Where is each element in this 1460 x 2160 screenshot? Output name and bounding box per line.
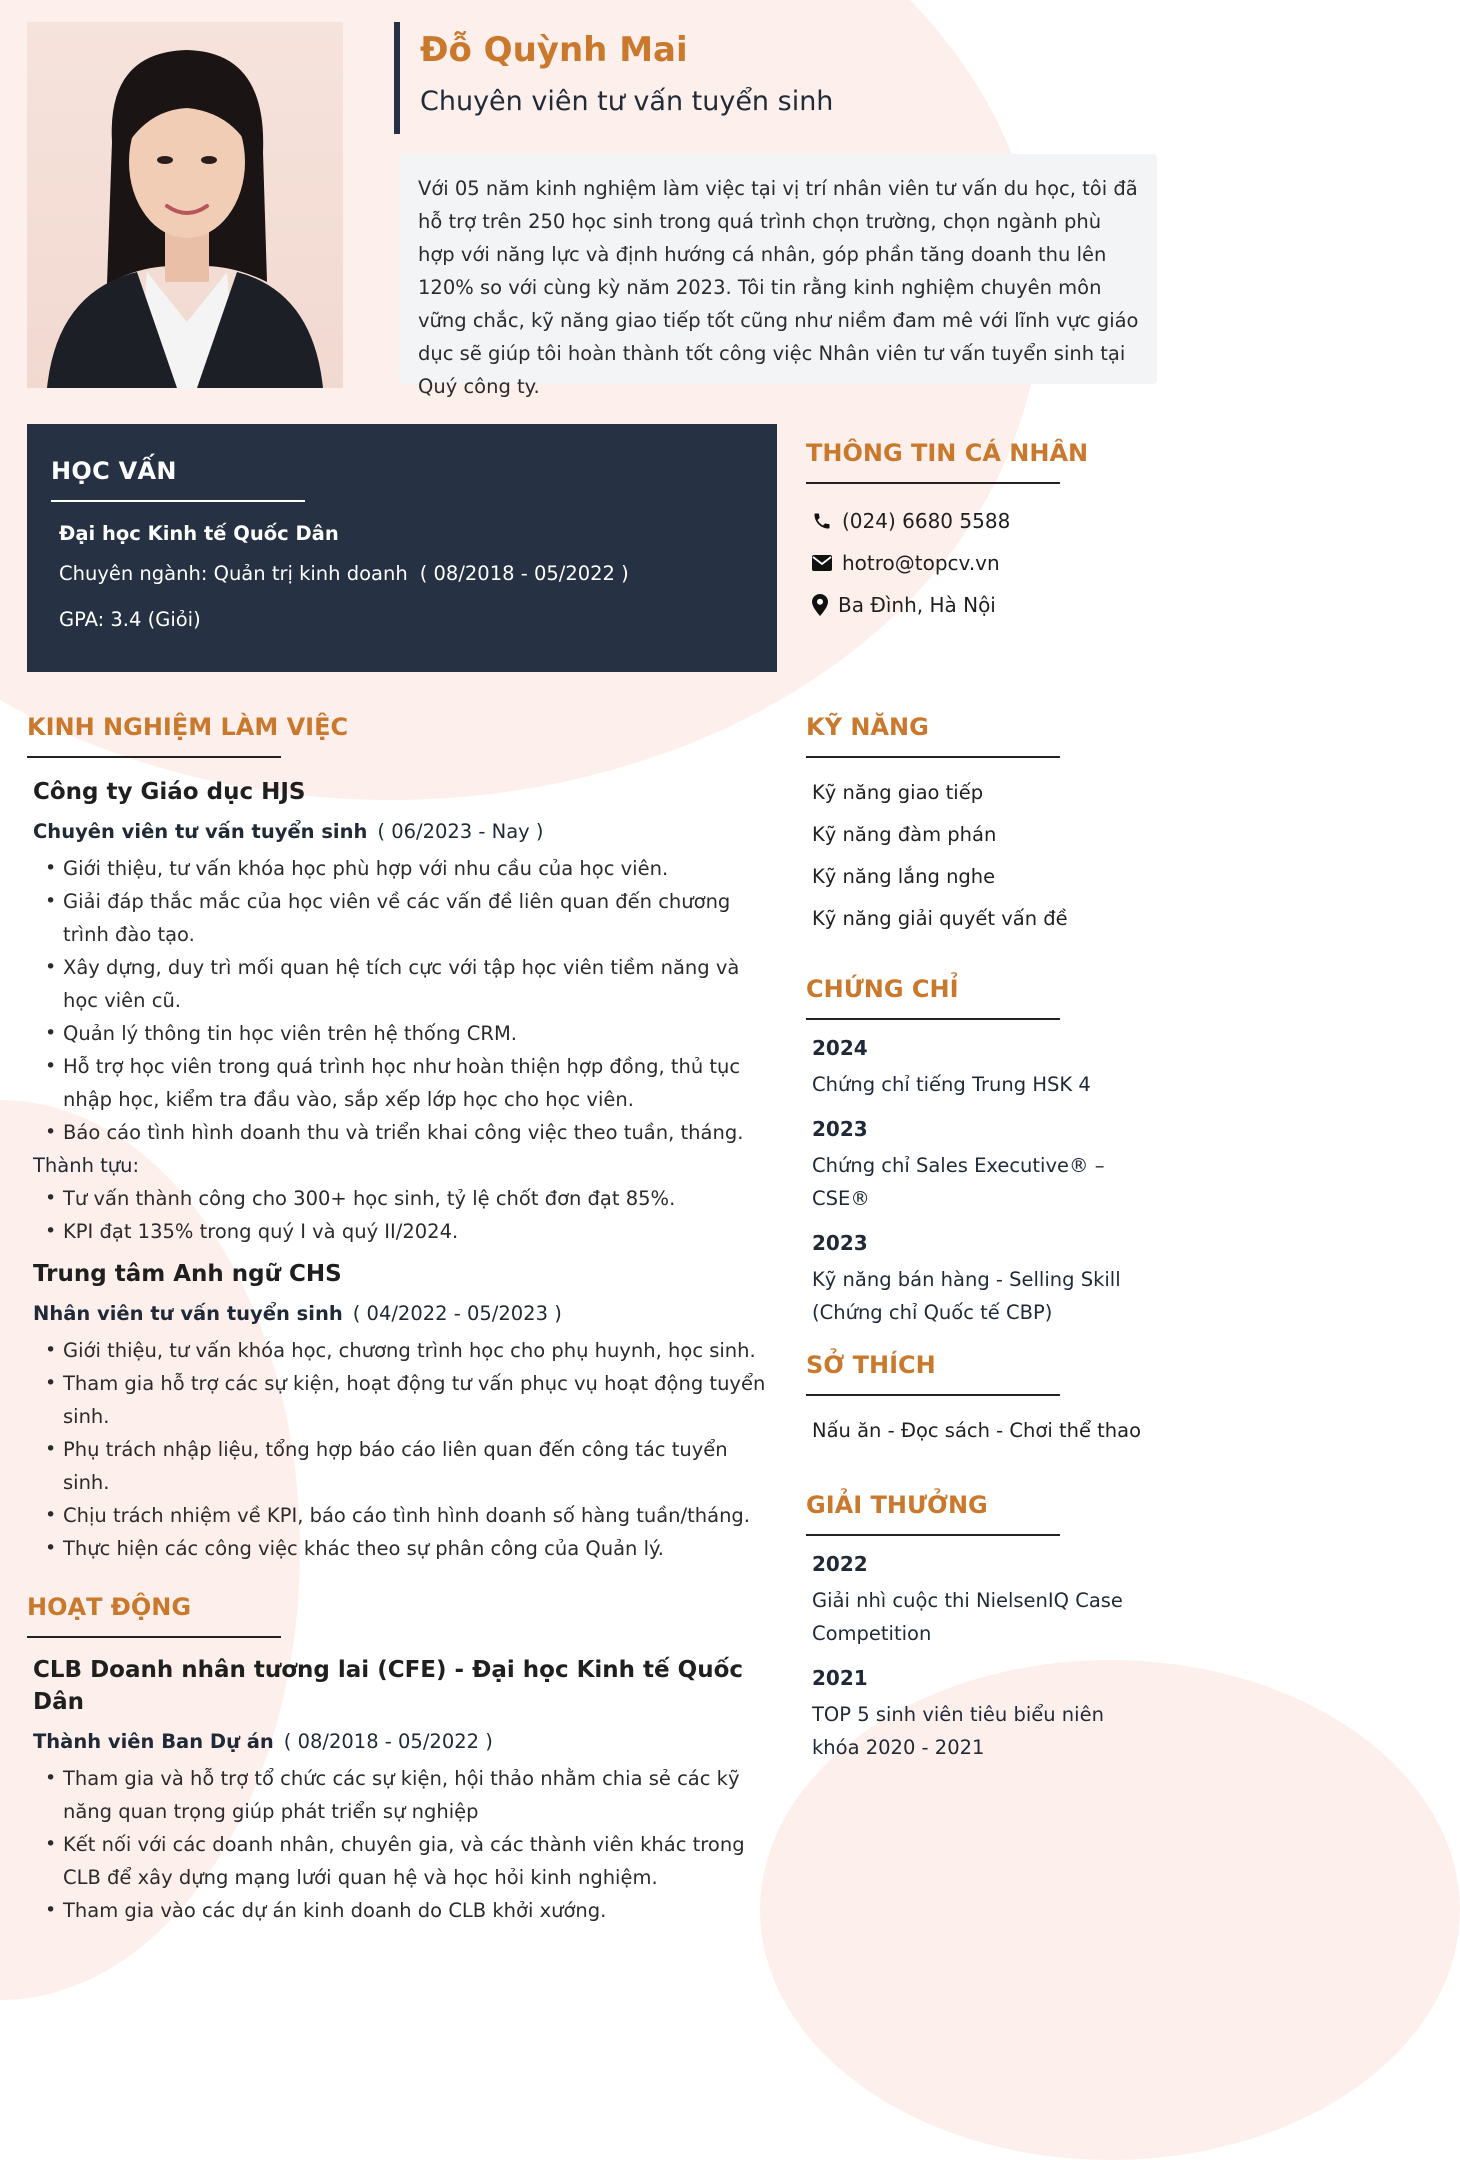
- summary-box: Với 05 năm kinh nghiệm làm việc tại vị trí nhân viên tư vấn du học, tôi đã hỗ trợ trên 250 học sinh trong quá trình chọn trường, chọn ngành phù hợp với năng lực và định hướng cá nhân, góp phần tăng doanh thu lên 120% so với cùng kỳ năm 2023. Tôi tin rằng kinh nghiệm chuyên môn vững chắc, kỹ năng giao tiếp tốt cũng như niềm đam mê với lĩnh vực giáo dục sẽ giúp tôi hoàn thành tốt công việc Nhân viên tư vấn tuyển sinh tại Quý công ty.: [399, 154, 1157, 384]
- job-dates: ( 04/2022 - 05/2023 ): [352, 1302, 562, 1325]
- education-divider: [51, 500, 305, 502]
- list-item: • Tham gia hỗ trợ các sự kiện, hoạt động tư vấn phục vụ hoạt động tuyển sinh.: [27, 1367, 777, 1433]
- candidate-name: Đỗ Quỳnh Mai: [420, 30, 688, 70]
- list-item: • Kết nối với các doanh nhân, chuyên gia, và các thành viên khác trong CLB để xây dựng mạng lưới quan hệ và học hỏi kinh nghiệm.: [27, 1828, 777, 1894]
- education-school: Đại học Kinh tế Quốc Dân: [59, 522, 339, 545]
- personal-info-divider: [806, 482, 1060, 484]
- activities-section: [27, 1590, 777, 1927]
- list-item: • Giới thiệu, tư vấn khóa học phù hợp với nhu cầu của học viên.: [27, 852, 777, 885]
- job-role-line: [27, 818, 777, 846]
- job-company: Trung tâm Anh ngữ CHS: [33, 1261, 342, 1287]
- education-dates: ( 08/2018 - 05/2022 ): [419, 562, 629, 585]
- list-item: • Giới thiệu, tư vấn khóa học, chương trình học cho phụ huynh, học sinh.: [27, 1334, 777, 1367]
- activity-list: [27, 1762, 777, 1927]
- list-item: • Báo cáo tình hình doanh thu và triển khai công việc theo tuần, tháng.: [27, 1116, 777, 1149]
- awards-divider: [806, 1534, 1060, 1536]
- name-block: [394, 22, 833, 134]
- job-dates: ( 06/2023 - Nay ): [377, 820, 544, 843]
- skill-item: Kỹ năng lắng nghe: [812, 865, 996, 888]
- certificate-name: Kỹ năng bán hàng - Selling Skill (Chứng chỉ Quốc tế CBP): [812, 1268, 1121, 1324]
- list-item: • Chịu trách nhiệm về KPI, báo cáo tình hình doanh số hàng tuần/tháng.: [27, 1499, 777, 1532]
- job-role-line: [27, 1300, 777, 1328]
- list-item: • Giải đáp thắc mắc của học viên về các vấn đề liên quan đến chương trình đào tạo.: [27, 885, 777, 951]
- job-company: Công ty Giáo dục HJS: [33, 779, 306, 805]
- skills-section: [806, 710, 1156, 940]
- education-title: HỌC VẤN: [51, 457, 177, 485]
- experience-divider: [27, 756, 281, 758]
- job-duties-list: [27, 1334, 777, 1565]
- job-role: Nhân viên tư vấn tuyển sinh: [33, 1302, 343, 1325]
- activity-role: Thành viên Ban Dự án: [33, 1730, 274, 1753]
- email-text: hotro@topcv.vn: [842, 551, 1000, 575]
- experience-section: [27, 710, 777, 1565]
- personal-info-section: [806, 436, 1156, 626]
- address-text: Ba Đình, Hà Nội: [838, 593, 996, 617]
- awards-section: [806, 1488, 1156, 1764]
- activities-title: HOẠT ĐỘNG: [27, 1593, 192, 1621]
- personal-info-title: THÔNG TIN CÁ NHÂN: [806, 439, 1089, 467]
- education-major-line: [59, 560, 753, 588]
- achievements-list: [27, 1182, 777, 1248]
- skill-item: Kỹ năng giao tiếp: [812, 781, 984, 804]
- achievements-label: Thành tựu:: [33, 1154, 140, 1177]
- list-item: • Tham gia và hỗ trợ tổ chức các sự kiện, hội thảo nhằm chia sẻ các kỹ năng quan trọng giúp phát triển sự nghiệp: [27, 1762, 777, 1828]
- list-item: • Phụ trách nhập liệu, tổng hợp báo cáo liên quan đến công tác tuyển sinh.: [27, 1433, 777, 1499]
- profile-photo-illustration: [27, 22, 343, 388]
- awards-title: GIẢI THƯỞNG: [806, 1491, 988, 1519]
- list-item: • Tham gia vào các dự án kinh doanh do CLB khởi xướng.: [27, 1894, 777, 1927]
- certificates-title: CHỨNG CHỈ: [806, 975, 959, 1003]
- list-item: • Thực hiện các công việc khác theo sự phân công của Quản lý.: [27, 1532, 777, 1565]
- job-role: Chuyên viên tư vấn tuyển sinh: [33, 820, 368, 843]
- activity-role-line: [27, 1728, 777, 1756]
- contact-email: [806, 542, 1156, 584]
- award-year: 2022: [812, 1552, 868, 1576]
- job-entry: [27, 1258, 777, 1565]
- list-item: • Quản lý thông tin học viên trên hệ thống CRM.: [27, 1017, 777, 1050]
- hobbies-title: SỞ THÍCH: [806, 1351, 936, 1379]
- certificate-name: Chứng chỉ tiếng Trung HSK 4: [812, 1073, 1091, 1096]
- job-entry: [27, 776, 777, 1248]
- list-item: • KPI đạt 135% trong quý I và quý II/2024.: [27, 1215, 777, 1248]
- activities-divider: [27, 1636, 281, 1638]
- skill-item: Kỹ năng giải quyết vấn đề: [812, 907, 1068, 930]
- certificates-section: [806, 972, 1156, 1329]
- envelope-icon: [812, 555, 842, 571]
- activity-org: CLB Doanh nhân tương lai (CFE) - Đại học Kinh tế Quốc Dân: [33, 1657, 744, 1715]
- hobbies-text: Nấu ăn - Đọc sách - Chơi thể thao: [812, 1419, 1142, 1442]
- hobbies-divider: [806, 1394, 1060, 1396]
- certificate-year: 2024: [812, 1036, 868, 1060]
- experience-title: KINH NGHIỆM LÀM VIỆC: [27, 713, 349, 741]
- contact-address: [806, 584, 1156, 626]
- education-gpa: GPA: 3.4 (Giỏi): [59, 608, 201, 631]
- award-name: TOP 5 sinh viên tiêu biểu niên khóa 2020 - 2021: [812, 1703, 1104, 1759]
- certificate-year: 2023: [812, 1231, 868, 1255]
- list-item: • Tư vấn thành công cho 300+ học sinh, tỷ lệ chốt đơn đạt 85%.: [27, 1182, 777, 1215]
- skills-title: KỸ NĂNG: [806, 713, 929, 741]
- activity-dates: ( 08/2018 - 05/2022 ): [283, 1730, 493, 1753]
- list-item: • Xây dựng, duy trì mối quan hệ tích cực với tập học viên tiềm năng và học viên cũ.: [27, 951, 777, 1017]
- contact-phone: [806, 500, 1156, 542]
- skills-divider: [806, 756, 1060, 758]
- skill-item: Kỹ năng đàm phán: [812, 823, 997, 846]
- certificates-divider: [806, 1018, 1060, 1020]
- certificate-year: 2023: [812, 1117, 868, 1141]
- job-duties-list: [27, 852, 777, 1149]
- education-section: [27, 424, 777, 672]
- phone-text: (024) 6680 5588: [842, 509, 1011, 533]
- award-year: 2021: [812, 1666, 868, 1690]
- certificate-name: Chứng chỉ Sales Executive® – CSE®: [812, 1154, 1105, 1210]
- map-pin-icon: [812, 594, 838, 616]
- candidate-title: Chuyên viên tư vấn tuyển sinh: [420, 86, 834, 117]
- profile-photo: [27, 22, 343, 388]
- list-item: • Hỗ trợ học viên trong quá trình học như hoàn thiện hợp đồng, thủ tục nhập học, kiểm tra đầu vào, sắp xếp lớp học cho học viên.: [27, 1050, 777, 1116]
- hobbies-section: [806, 1348, 1156, 1452]
- education-major: Chuyên ngành: Quản trị kinh doanh: [59, 562, 408, 585]
- phone-icon: [812, 511, 842, 531]
- award-name: Giải nhì cuộc thi NielsenIQ Case Competition: [812, 1589, 1123, 1645]
